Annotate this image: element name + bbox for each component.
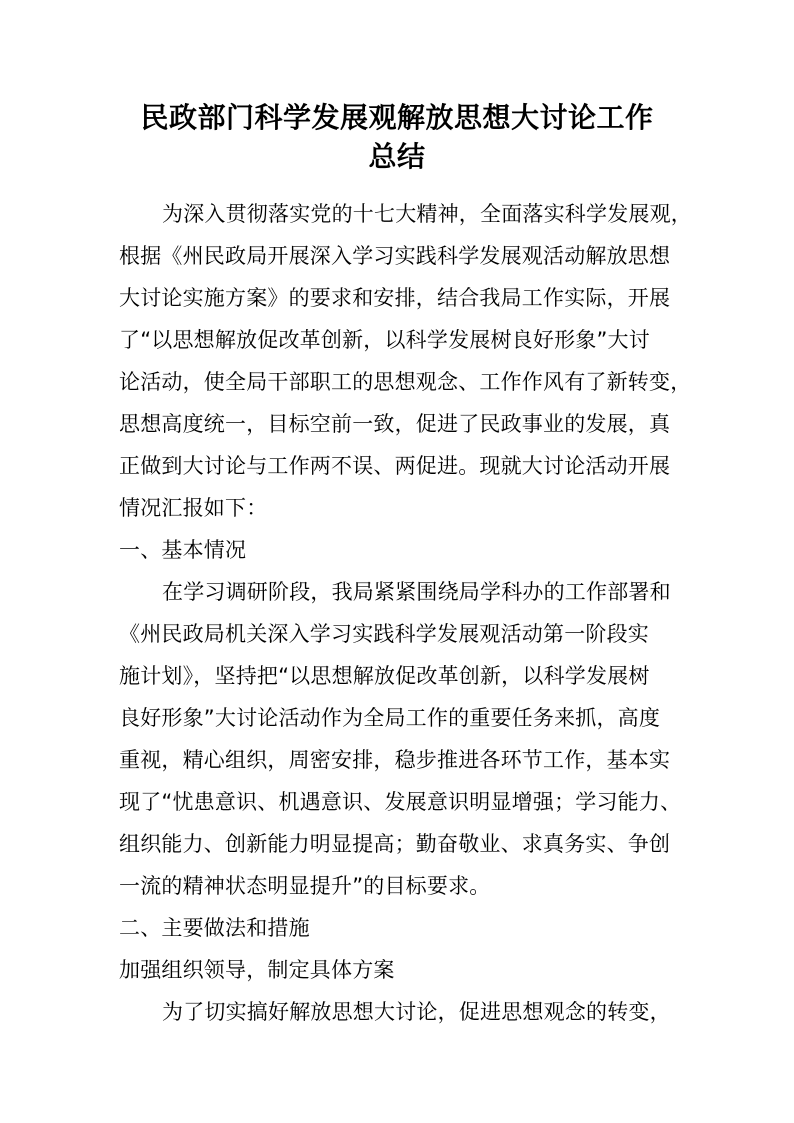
- paragraph-line: 论活动，使全局干部职工的思想观念、工作作风有了新转变，: [119, 370, 692, 394]
- section-heading-basic-situation: 一、基本情况: [119, 538, 247, 562]
- paragraph-line: 了“以思想解放促改革创新，以科学发展树良好形象”大讨: [119, 328, 650, 352]
- paragraph-line: 现了“忧患意识、机遇意识、发展意识明显增强；学习能力、: [119, 790, 682, 814]
- paragraph-line: 为深入贯彻落实党的十七大精神，全面落实科学发展观，: [162, 202, 692, 226]
- paragraph-line: 良好形象”大讨论活动作为全局工作的重要任务来抓，高度: [119, 706, 661, 730]
- paragraph-line: 《州民政局机关深入学习实践科学发展观活动第一阶段实: [119, 622, 649, 646]
- paragraph-line: 大讨论实施方案》的要求和安排，结合我局工作实际，开展: [119, 286, 671, 310]
- paragraph-line: 一流的精神状态明显提升”的目标要求。: [119, 874, 491, 898]
- paragraph-line: 为了切实搞好解放思想大讨论，促进思想观念的转变，: [162, 1000, 671, 1024]
- document-title-line-2: 总结: [368, 140, 426, 173]
- paragraph-line: 根据《州民政局开展深入学习实践科学发展观活动解放思想: [119, 244, 671, 268]
- paragraph-line: 情况汇报如下：: [119, 496, 268, 520]
- paragraph-line: 在学习调研阶段，我局紧紧围绕局学科办的工作部署和: [162, 580, 671, 604]
- paragraph-line: 组织能力、创新能力明显提高；勤奋敬业、求真务实、争创: [119, 832, 671, 856]
- paragraph-line: 正做到大讨论与工作两不误、两促进。现就大讨论活动开展: [119, 454, 671, 478]
- subsection-heading-organization: 加强组织领导，制定具体方案: [119, 958, 395, 982]
- section-heading-main-measures: 二、主要做法和措施: [119, 916, 310, 940]
- paragraph-line: 思想高度统一，目标空前一致，促进了民政事业的发展，真: [119, 412, 671, 436]
- paragraph-line: 重视，精心组织，周密安排，稳步推进各环节工作，基本实: [119, 748, 671, 772]
- paragraph-line: 施计划》，坚持把“以思想解放促改革创新，以科学发展树: [119, 664, 650, 688]
- document-title-line-1: 民政部门科学发展观解放思想大讨论工作: [140, 101, 654, 134]
